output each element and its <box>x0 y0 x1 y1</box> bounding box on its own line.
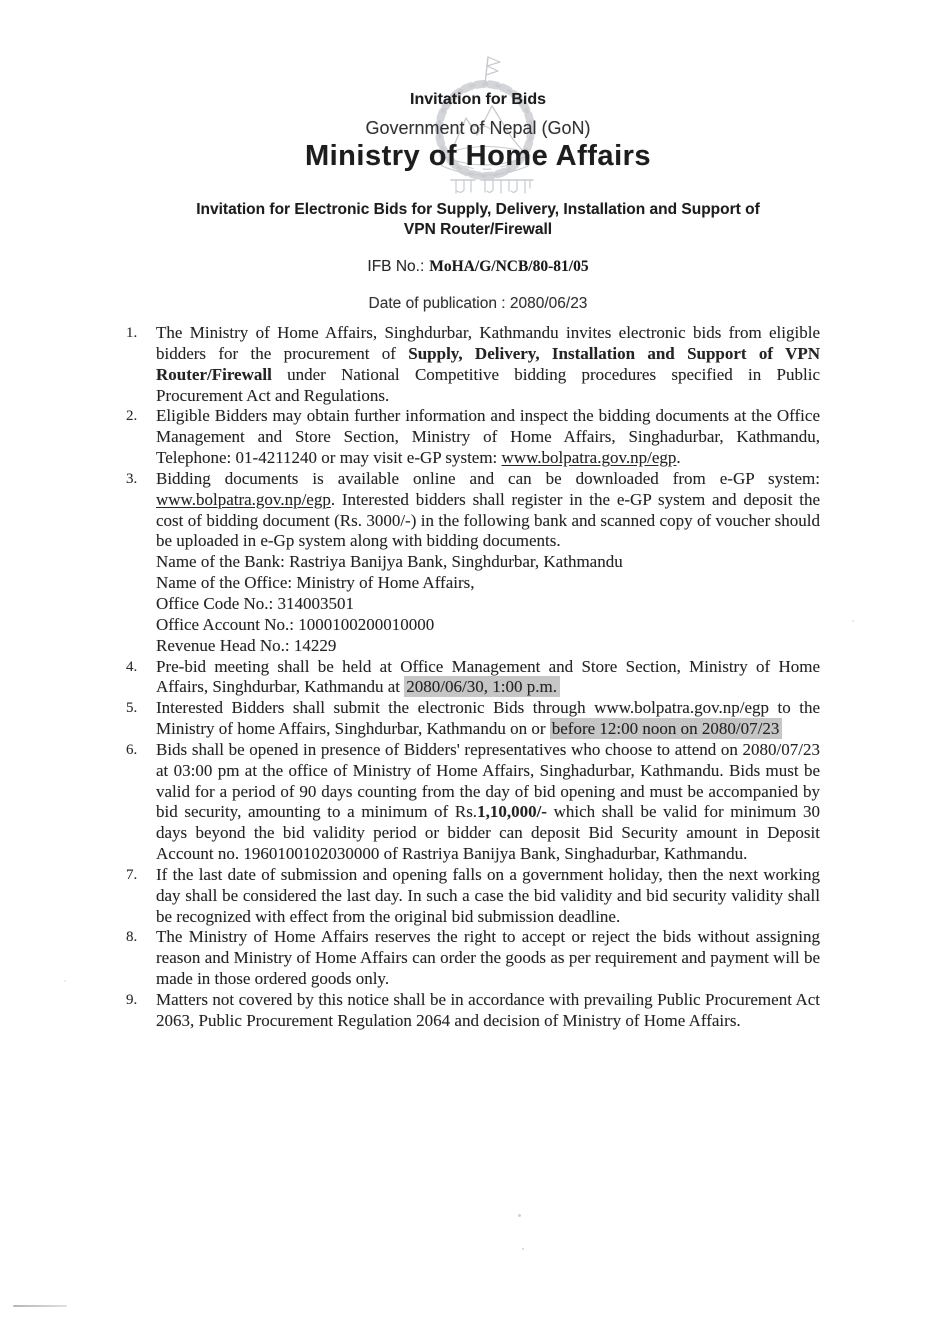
item-number: 3. <box>126 470 138 487</box>
bold-text: Supply, Delivery, Installation and Support of VPN Router/Firewall <box>156 343 821 384</box>
url-text: www.bolpatra.gov.np/egp <box>156 489 331 509</box>
document-header <box>120 91 836 313</box>
ifb-value: MoHA/G/NCB/80-81/05 <box>429 258 589 276</box>
notice-item <box>123 323 820 406</box>
item-text <box>156 990 820 1032</box>
item-text <box>156 406 820 469</box>
notice-item <box>123 469 820 657</box>
highlighted-text: before 12:00 noon on 2080/07/23 <box>550 718 783 739</box>
item-text <box>156 698 820 740</box>
body-text: The Ministry of Home Affairs reserves the right to accept or reject the bids without assigning reason and Ministry of Home Affairs can order the goods as per requirement and payment will be made in those ordered goods only. <box>156 927 820 989</box>
item-text <box>156 927 820 990</box>
notice-list <box>123 323 820 1032</box>
item-text <box>156 323 820 406</box>
notice-item <box>123 927 820 990</box>
notice-subtitle <box>120 200 836 240</box>
item-text <box>156 740 820 865</box>
subtitle-line-2: VPN Router/Firewall <box>403 221 553 239</box>
body-text: Office Account No.: 1000100200010000 <box>156 614 435 634</box>
ifb-label: IFB No.: <box>367 258 425 276</box>
body-text: which shall be valid for minimum 30 days beyond the bid validity period or bidder can deposit Bid Security amount in Deposit Account no. 1960100102030000 of Rastriya Banijya Bank, Singhadurbar, Kathmandu. <box>156 802 820 864</box>
notice-item <box>123 406 820 469</box>
scan-speck <box>852 620 854 622</box>
subtitle-line-1: Invitation for Electronic Bids for Supply, Delivery, Installation and Support of <box>196 201 760 218</box>
item-number: 5. <box>126 700 138 717</box>
body-text: Revenue Head No.: 14229 <box>156 635 337 655</box>
item-number: 2. <box>126 408 138 425</box>
url-text: www.bolpatra.gov.np/egp <box>501 448 677 468</box>
publication-date-line: Date of publication : 2080/06/23 <box>368 295 588 313</box>
notice-item <box>123 698 820 740</box>
item-number: 6. <box>126 741 138 758</box>
bold-text: 1,10,000/- <box>477 802 547 822</box>
item-number: 4. <box>126 658 138 675</box>
item-number: 7. <box>126 866 138 883</box>
scan-speck <box>522 1248 524 1250</box>
body-text: . Interested bidders shall register in the e-GP system and deposit the cost of bidding document (Rs. 3000/-) in the following bank and scanned copy of voucher should be uploaded in e-Gp system along with bidding documents. <box>156 489 820 551</box>
item-text <box>156 865 820 928</box>
notice-item <box>123 657 820 699</box>
scan-speck <box>64 980 66 982</box>
body-text: Interested Bidders shall submit the electronic Bids through www.bolpatra.gov.np/egp to the Ministry of home Affairs, Singhdurbar, Kathmandu on or <box>156 698 820 739</box>
body-text: . <box>676 448 681 468</box>
body-text: Bids shall be opened in presence of Bidders' representatives who choose to attend on 2080/07/23 at 03:00 pm at the office of Ministry of Home Affairs, Singhadurbar, Kathmandu. Bids must be valid for a period of 90 days counting from the day of bid opening and must be accompanied by bid security, amounting to a minimum of Rs. <box>156 739 820 822</box>
scan-smudge <box>13 1305 67 1307</box>
body-text: Eligible Bidders may obtain further information and inspect the bidding documents at the Office Management and Store Section, Ministry of Home Affairs, Singhadurbar, Kathmandu, Telephone: 01-4211240 or may visit e-GP system: <box>156 406 820 468</box>
notice-item <box>123 740 820 865</box>
notice-item <box>123 990 820 1032</box>
body-text: Matters not covered by this notice shall be in accordance with prevailing Public Procurement Act 2063, Public Procurement Regulation 2064 and decision of Ministry of Home Affairs. <box>156 990 820 1030</box>
item-text <box>156 469 820 657</box>
body-text: Name of the Office: Ministry of Home Affairs, <box>156 573 475 593</box>
item-number: 1. <box>126 325 138 341</box>
invitation-for-bids-title: Invitation for Bids <box>410 91 546 108</box>
body-text: If the last date of submission and opening falls on a government holiday, then the next working day shall be considered the last day. In such a case the bid validity and bid security validity shall be recognized with effect from the original bid submission deadline. <box>156 864 820 926</box>
body-text: Office Code No.: 314003501 <box>156 593 354 613</box>
body-text: Name of the Bank: Rastriya Banijya Bank, Singhdurbar, Kathmandu <box>156 552 623 572</box>
item-number: 9. <box>126 992 138 1008</box>
body-text: Pre-bid meeting shall be held at Office Management and Store Section, Ministry of Home Affairs, Singhdurbar, Kathmandu at <box>156 656 820 697</box>
scan-speck <box>518 1214 521 1217</box>
item-text <box>156 657 820 699</box>
body-text: The Ministry of Home Affairs, Singhdurbar, Kathmandu invites electronic bids from eligible bidders for the procurement of <box>156 323 820 363</box>
ifb-number-line <box>120 258 836 276</box>
body-text: under National Competitive bidding procedures specified in Public Procurement Act and Regulations. <box>156 364 820 405</box>
highlighted-text: 2080/06/30, 1:00 p.m. <box>404 676 560 697</box>
ministry-title: Ministry of Home Affairs <box>304 140 652 172</box>
body-text: Bidding documents is available online and can be downloaded from e-GP system: <box>156 468 820 488</box>
notice-item <box>123 865 820 928</box>
government-of-nepal-line: Government of Nepal (GoN) <box>365 118 591 138</box>
item-number: 8. <box>126 929 138 946</box>
